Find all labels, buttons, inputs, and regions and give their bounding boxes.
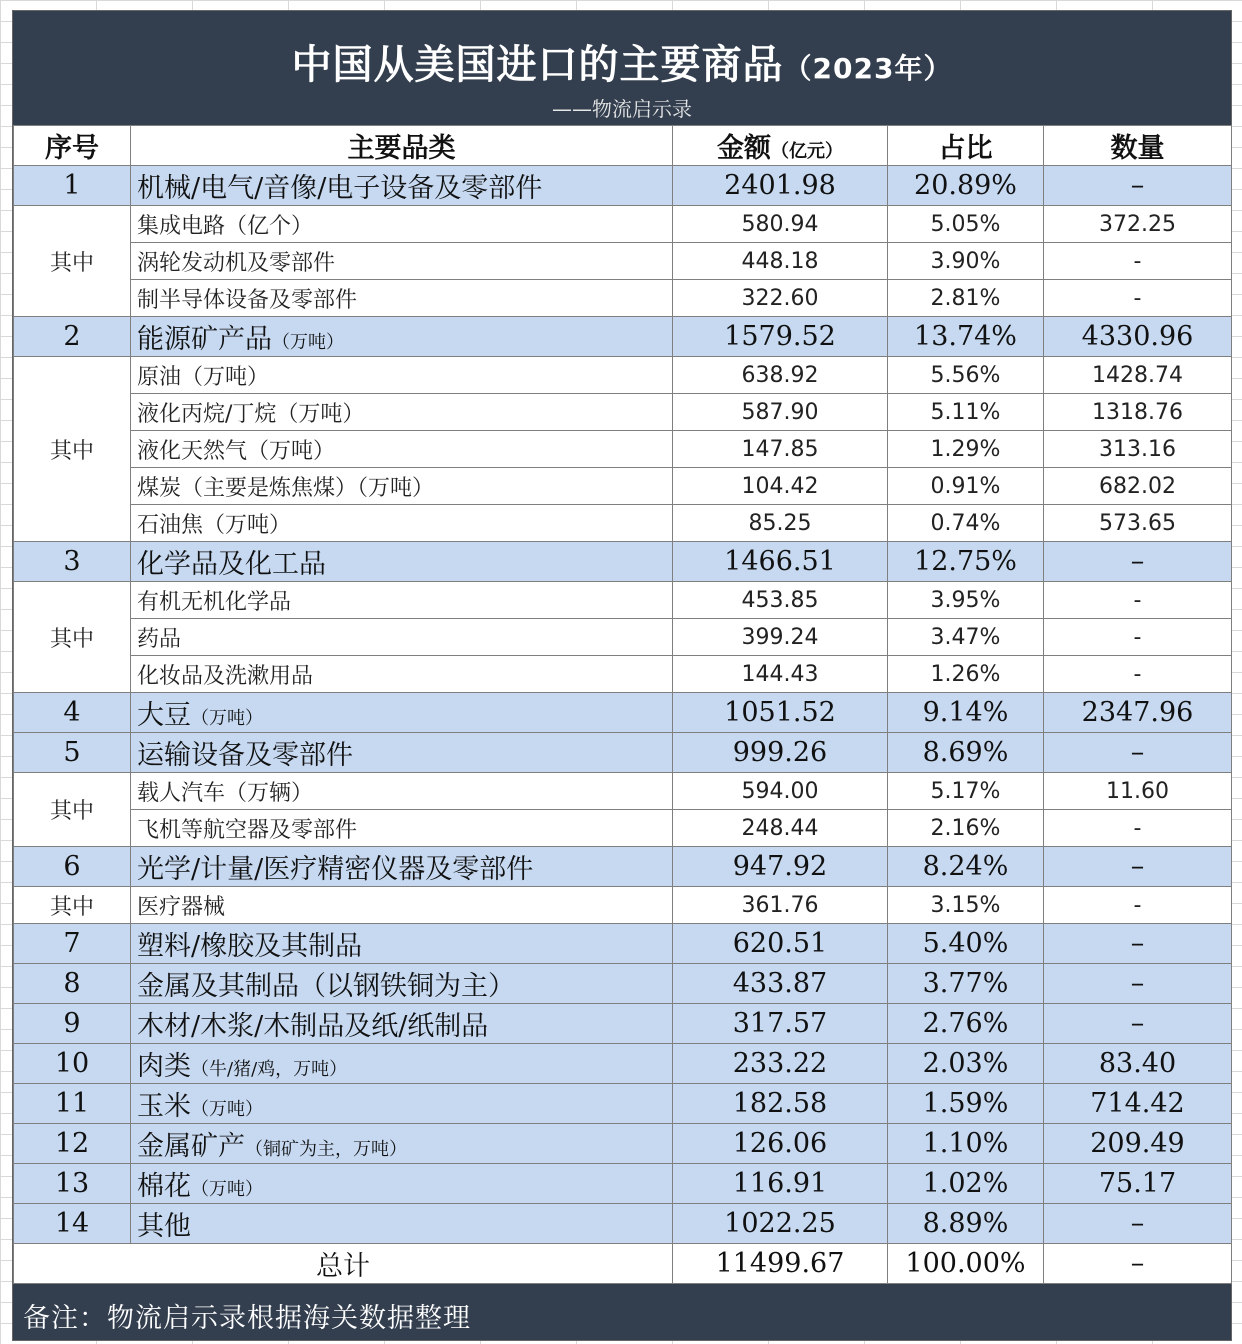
row-index: 9 (14, 1004, 131, 1044)
table-subrow (14, 394, 1232, 431)
row-amount: 116.91 (673, 1164, 888, 1204)
row-index: 10 (14, 1044, 131, 1084)
category-name: 运输设备及零部件 (137, 740, 353, 771)
row-amount: 620.51 (673, 924, 888, 964)
category-name: 金属矿产 (137, 1131, 245, 1162)
row-quantity: 209.49 (1044, 1124, 1232, 1164)
row-category (131, 847, 673, 887)
row-category (131, 693, 673, 733)
category-name: 棉花 (137, 1171, 191, 1202)
table-row (14, 1164, 1232, 1204)
row-index: 12 (14, 1124, 131, 1164)
row-amount: 594.00 (673, 773, 888, 810)
row-amount: 1022.25 (673, 1204, 888, 1244)
row-amount: 448.18 (673, 243, 888, 280)
row-category (131, 1044, 673, 1084)
table-subrow (14, 357, 1232, 394)
header-index: 序号 (14, 126, 131, 166)
row-quantity: – (1044, 166, 1232, 206)
row-index: 11 (14, 1084, 131, 1124)
table-row (14, 1204, 1232, 1244)
row-amount: 587.90 (673, 394, 888, 431)
table-subrow (14, 280, 1232, 317)
row-amount: 580.94 (673, 206, 888, 243)
imports-table (13, 125, 1232, 1284)
row-amount: 361.76 (673, 887, 888, 924)
row-amount: 85.25 (673, 505, 888, 542)
row-category: 涡轮发动机及零部件 (131, 243, 673, 280)
row-share: 3.15% (888, 887, 1044, 924)
table-row (14, 542, 1232, 582)
row-category: 制半导体设备及零部件 (131, 280, 673, 317)
row-share: 5.17% (888, 773, 1044, 810)
row-category (131, 542, 673, 582)
row-quantity: - (1044, 582, 1232, 619)
row-quantity: – (1044, 964, 1232, 1004)
data-table-sheet (12, 10, 1232, 1341)
row-quantity: 4330.96 (1044, 317, 1232, 357)
row-quantity: – (1044, 1204, 1232, 1244)
row-category: 有机无机化学品 (131, 582, 673, 619)
group-label: 其中 (14, 582, 131, 693)
row-category: 煤炭（主要是炼焦煤）（万吨） (131, 468, 673, 505)
table-row (14, 693, 1232, 733)
category-unit: （万吨） (191, 1099, 263, 1120)
category-name: 机械/电气/音像/电子设备及零部件 (137, 173, 543, 204)
category-unit: （万吨） (191, 708, 263, 729)
table-subrow (14, 243, 1232, 280)
row-quantity: – (1044, 733, 1232, 773)
row-category (131, 1164, 673, 1204)
category-unit: （铜矿为主，万吨） (245, 1139, 407, 1160)
row-category (131, 1124, 673, 1164)
row-category: 药品 (131, 619, 673, 656)
row-category (131, 924, 673, 964)
row-share: 20.89% (888, 166, 1044, 206)
row-quantity: – (1044, 924, 1232, 964)
row-index: 3 (14, 542, 131, 582)
row-quantity: 313.16 (1044, 431, 1232, 468)
row-amount: 433.87 (673, 964, 888, 1004)
row-category (131, 1204, 673, 1244)
row-quantity: 75.17 (1044, 1164, 1232, 1204)
row-index: 8 (14, 964, 131, 1004)
category-name: 其他 (137, 1211, 191, 1242)
row-quantity: 11.60 (1044, 773, 1232, 810)
page-title (13, 33, 1231, 90)
row-share: 8.89% (888, 1204, 1044, 1244)
row-quantity: - (1044, 887, 1232, 924)
table-subrow (14, 619, 1232, 656)
row-category: 医疗器械 (131, 887, 673, 924)
table-row (14, 733, 1232, 773)
row-share: 2.76% (888, 1004, 1044, 1044)
footnote-bar (13, 1284, 1231, 1340)
row-amount: 182.58 (673, 1084, 888, 1124)
category-name: 塑料/橡胶及其制品 (137, 931, 363, 962)
row-share: 2.16% (888, 810, 1044, 847)
row-share: 1.26% (888, 656, 1044, 693)
title-year: （2023年） (783, 52, 953, 85)
row-quantity: 714.42 (1044, 1084, 1232, 1124)
row-share: 1.29% (888, 431, 1044, 468)
row-quantity: 682.02 (1044, 468, 1232, 505)
row-amount: 233.22 (673, 1044, 888, 1084)
header-quantity: 数量 (1044, 126, 1232, 166)
row-index: 4 (14, 693, 131, 733)
row-share: 3.95% (888, 582, 1044, 619)
row-share: 5.40% (888, 924, 1044, 964)
row-index: 6 (14, 847, 131, 887)
category-name: 能源矿产品 (137, 324, 272, 355)
category-name: 光学/计量/医疗精密仪器及零部件 (137, 854, 534, 885)
table-row (14, 1084, 1232, 1124)
table-row (14, 847, 1232, 887)
row-share: 12.75% (888, 542, 1044, 582)
row-share: 1.59% (888, 1084, 1044, 1124)
row-amount: 147.85 (673, 431, 888, 468)
total-row (14, 1244, 1232, 1284)
table-row (14, 964, 1232, 1004)
row-quantity: 1318.76 (1044, 394, 1232, 431)
group-label: 其中 (14, 206, 131, 317)
row-category: 化妆品及洗漱用品 (131, 656, 673, 693)
row-share: 2.81% (888, 280, 1044, 317)
group-label: 其中 (14, 773, 131, 847)
table-row (14, 1044, 1232, 1084)
row-amount: 1466.51 (673, 542, 888, 582)
category-name: 化学品及化工品 (137, 549, 326, 580)
row-category: 原油（万吨） (131, 357, 673, 394)
table-row (14, 1124, 1232, 1164)
row-quantity: – (1044, 542, 1232, 582)
table-subrow (14, 431, 1232, 468)
header-category: 主要品类 (131, 126, 673, 166)
row-index: 13 (14, 1164, 131, 1204)
row-quantity: - (1044, 280, 1232, 317)
row-share: 5.11% (888, 394, 1044, 431)
header-amount-label: 金额 (717, 133, 771, 164)
row-amount: 317.57 (673, 1004, 888, 1044)
row-quantity: - (1044, 810, 1232, 847)
table-subrow (14, 582, 1232, 619)
row-share: 5.56% (888, 357, 1044, 394)
row-share: 3.47% (888, 619, 1044, 656)
row-share: 3.90% (888, 243, 1044, 280)
row-index: 7 (14, 924, 131, 964)
row-amount: 126.06 (673, 1124, 888, 1164)
row-amount: 1579.52 (673, 317, 888, 357)
row-index: 14 (14, 1204, 131, 1244)
category-name: 肉类 (137, 1051, 191, 1082)
table-subrow (14, 773, 1232, 810)
row-category: 集成电路（亿个） (131, 206, 673, 243)
table-subrow (14, 206, 1232, 243)
title-bar (13, 11, 1231, 125)
row-category: 液化丙烷/丁烷（万吨） (131, 394, 673, 431)
row-amount: 399.24 (673, 619, 888, 656)
table-row (14, 1004, 1232, 1044)
row-share: 13.74% (888, 317, 1044, 357)
row-quantity: - (1044, 619, 1232, 656)
category-name: 木材/木浆/木制品及纸/纸制品 (137, 1011, 489, 1042)
page-subtitle: ——物流启示录 (552, 97, 692, 121)
row-index: 1 (14, 166, 131, 206)
row-share: 8.24% (888, 847, 1044, 887)
table-subrow (14, 505, 1232, 542)
table-subrow (14, 656, 1232, 693)
row-category (131, 964, 673, 1004)
row-amount: 2401.98 (673, 166, 888, 206)
row-share: 3.77% (888, 964, 1044, 1004)
row-category: 飞机等航空器及零部件 (131, 810, 673, 847)
row-share: 1.02% (888, 1164, 1044, 1204)
row-quantity: 372.25 (1044, 206, 1232, 243)
table-subrow (14, 887, 1232, 924)
row-amount: 453.85 (673, 582, 888, 619)
row-category (131, 317, 673, 357)
row-category: 石油焦（万吨） (131, 505, 673, 542)
row-amount: 144.43 (673, 656, 888, 693)
table-row (14, 924, 1232, 964)
header-amount-unit: （亿元） (771, 141, 843, 162)
row-quantity: – (1044, 847, 1232, 887)
total-share: 100.00% (888, 1244, 1044, 1284)
row-quantity: 573.65 (1044, 505, 1232, 542)
row-share: 0.74% (888, 505, 1044, 542)
row-amount: 248.44 (673, 810, 888, 847)
row-index: 2 (14, 317, 131, 357)
row-share: 8.69% (888, 733, 1044, 773)
row-quantity: - (1044, 656, 1232, 693)
group-label: 其中 (14, 887, 131, 924)
row-amount: 947.92 (673, 847, 888, 887)
row-share: 9.14% (888, 693, 1044, 733)
category-name: 大豆 (137, 700, 191, 731)
header-amount (673, 126, 888, 166)
row-share: 2.03% (888, 1044, 1044, 1084)
header-share: 占比 (888, 126, 1044, 166)
row-amount: 1051.52 (673, 693, 888, 733)
total-label: 总计 (14, 1244, 673, 1284)
row-quantity: 83.40 (1044, 1044, 1232, 1084)
row-amount: 999.26 (673, 733, 888, 773)
category-name: 玉米 (137, 1091, 191, 1122)
table-subrow (14, 468, 1232, 505)
row-category: 载人汽车（万辆） (131, 773, 673, 810)
group-label: 其中 (14, 357, 131, 542)
category-unit: （牛/猪/鸡，万吨） (191, 1059, 348, 1080)
row-quantity: 2347.96 (1044, 693, 1232, 733)
table-row (14, 317, 1232, 357)
row-share: 5.05% (888, 206, 1044, 243)
row-index: 5 (14, 733, 131, 773)
row-share: 1.10% (888, 1124, 1044, 1164)
row-category (131, 1004, 673, 1044)
category-unit: （万吨） (191, 1179, 263, 1200)
row-quantity: – (1044, 1004, 1232, 1044)
row-amount: 638.92 (673, 357, 888, 394)
row-amount: 104.42 (673, 468, 888, 505)
row-category (131, 1084, 673, 1124)
title-text: 中国从美国进口的主要商品 (291, 42, 784, 88)
row-amount: 322.60 (673, 280, 888, 317)
row-quantity: - (1044, 243, 1232, 280)
footnote-text: 备注：物流启示录根据海关数据整理 (23, 1303, 471, 1334)
table-row (14, 166, 1232, 206)
table-subrow (14, 810, 1232, 847)
row-quantity: 1428.74 (1044, 357, 1232, 394)
category-unit: （万吨） (272, 332, 344, 353)
total-quantity: – (1044, 1244, 1232, 1284)
header-row (14, 126, 1232, 166)
row-category (131, 166, 673, 206)
row-category: 液化天然气（万吨） (131, 431, 673, 468)
category-name: 金属及其制品（以钢铁铜为主） (137, 971, 515, 1002)
total-amount: 11499.67 (673, 1244, 888, 1284)
row-share: 0.91% (888, 468, 1044, 505)
row-category (131, 733, 673, 773)
